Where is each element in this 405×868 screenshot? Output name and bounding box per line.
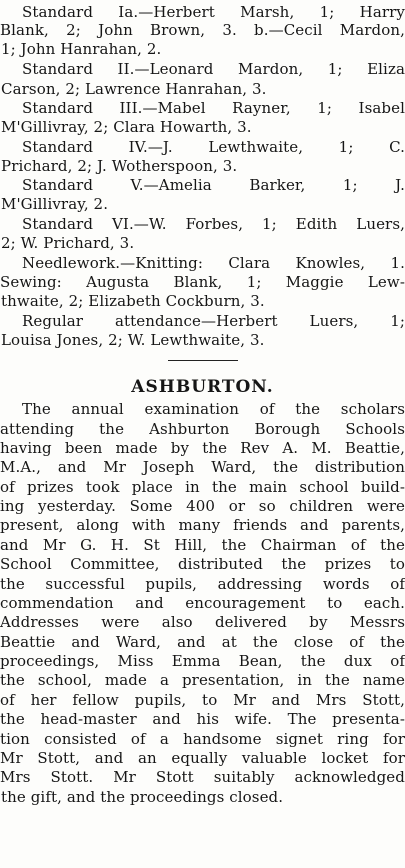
prize-line: 1; John Hanrahan, 2. (1, 40, 162, 58)
prize-line: thwaite, 2; Elizabeth Cockburn, 3. (1, 292, 265, 310)
article-heading: ASHBURTON. (131, 377, 274, 397)
article-line: present, along with many friends and parents, (0, 516, 405, 534)
prize-line: Standard IV.—J. Lewthwaite, 1; C. (22, 138, 405, 156)
article-line: the successful pupils, addressing words of (0, 575, 405, 593)
article-line: commendation and encouragement to each. (0, 594, 405, 612)
article-line: having been made by the Rev A. M. Beattie, (0, 439, 405, 457)
article-line: M.A., and Mr Joseph Ward, the distribution (0, 458, 405, 476)
prize-line: Louisa Jones, 2; W. Lewthwaite, 3. (1, 331, 265, 349)
prize-line: Sewing: Augusta Blank, 1; Maggie Lew- (0, 273, 405, 291)
article-line: of her fellow pupils, to Mr and Mrs Stott, (0, 691, 405, 709)
article-line: School Committee, distributed the prizes to (0, 555, 405, 573)
prize-line: Regular attendance—Herbert Luers, 1; (22, 312, 405, 330)
prize-line: Standard VI.—W. Forbes, 1; Edith Luers, (22, 215, 405, 233)
article-line: the head-master and his wife. The presenta- (0, 710, 405, 728)
prize-line: Carson, 2; Lawrence Hanrahan, 3. (1, 80, 267, 98)
prize-line: Standard III.—Mabel Rayner, 1; Isabel (22, 99, 405, 117)
article-line: Mr Stott, and an equally valuable locket for (0, 749, 405, 767)
prize-line: M'Gillivray, 2; Clara Howarth, 3. (1, 118, 252, 136)
article-line: tion consisted of a handsome signet ring for (0, 730, 405, 748)
article-line: the gift, and the proceedings closed. (1, 788, 284, 806)
prize-line: M'Gillivray, 2. (1, 195, 109, 213)
article-line: and Mr G. H. St Hill, the Chairman of the (0, 536, 405, 554)
prize-line: Needlework.—Knitting: Clara Knowles, 1. (22, 254, 405, 272)
prize-line: Standard V.—Amelia Barker, 1; J. (22, 176, 405, 194)
section-divider (168, 360, 238, 361)
article-line: of prizes took place in the main school build- (0, 478, 405, 496)
article-line: Beattie and Ward, and at the close of the (0, 633, 405, 651)
article-line: Addresses were also delivered by Messrs (0, 613, 405, 631)
article-line: The annual examination of the scholars (22, 400, 405, 418)
prize-line: Standard Ia.—Herbert Marsh, 1; Harry (22, 3, 405, 21)
prize-line: Prichard, 2; J. Wotherspoon, 3. (1, 157, 238, 175)
prize-line: Standard II.—Leonard Mardon, 1; Eliza (22, 60, 405, 78)
prize-line: 2; W. Prichard, 3. (1, 234, 135, 252)
article-line: Mrs Stott. Mr Stott suitably acknowledged (0, 768, 405, 786)
article-line: ing yesterday. Some 400 or so children were (0, 497, 405, 515)
prize-line: Blank, 2; John Brown, 3. b.—Cecil Mardon, (0, 21, 405, 39)
article-line: proceedings, Miss Emma Bean, the dux of (0, 652, 405, 670)
article-line: attending the Ashburton Borough Schools (0, 420, 405, 438)
article-line: the school, made a presentation, in the name (0, 671, 405, 689)
